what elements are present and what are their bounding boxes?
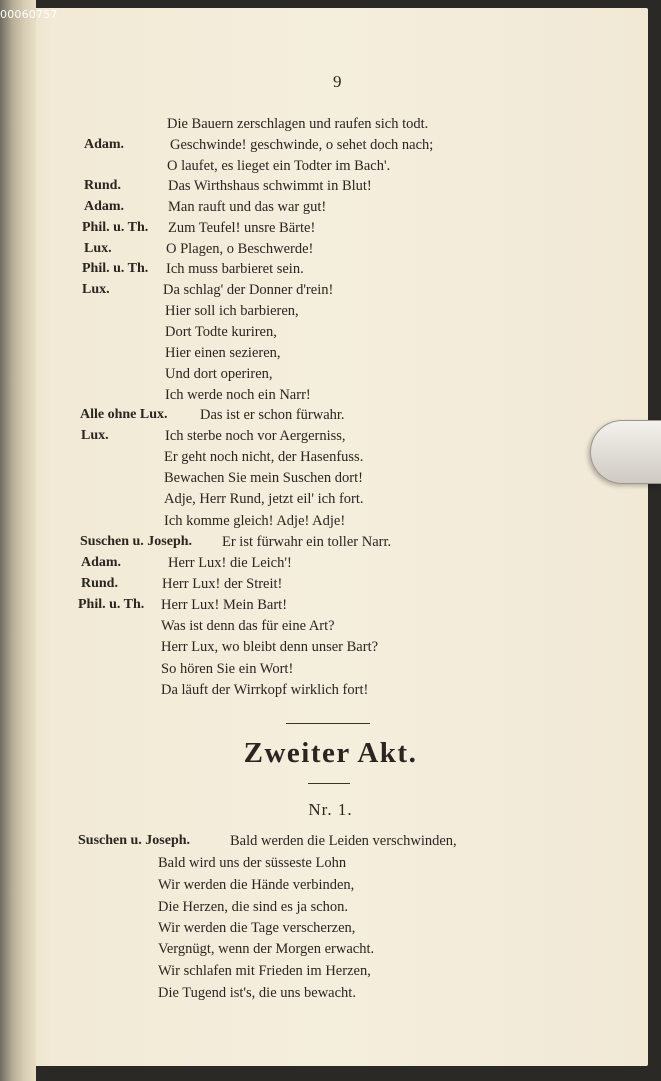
dialogue-text: Bewachen Sie mein Suschen dort! [164,470,363,486]
scan-id-label: 00060757 [0,8,58,21]
dialogue-text: Hier soll ich barbieren, [165,303,299,319]
dialogue-text: Das ist er schon fürwahr. [200,407,345,423]
dialogue-text: Ich werde noch ein Narr! [165,387,311,403]
dialogue-text: Da schlag' der Donner d'rein! [163,282,334,298]
dialogue-text: Was ist denn das für eine Art? [161,618,335,634]
dialogue-text: Herr Lux, wo bleibt denn unser Bart? [161,639,379,655]
speaker-name: Phil. u. Th. [82,220,149,235]
dialogue-text: Vergnügt, wenn der Morgen erwacht. [158,941,375,957]
speaker-name: Rund. [81,576,118,591]
speaker-name: Alle ohne Lux. [80,407,168,422]
speaker-name: Suschen u. Joseph. [80,534,193,549]
speaker-name: Adam. [84,137,125,152]
dialogue-text: Adje, Herr Rund, jetzt eil' ich fort. [164,491,364,507]
dialogue-text: Ich sterbe noch vor Aergerniss, [165,428,346,444]
dialogue-text: Man rauft und das war gut! [168,199,327,215]
dialogue-text: Hier einen sezieren, [165,345,281,361]
bookmark-clip [590,420,661,484]
dialogue-text: O laufet, es lieget ein Todter im Bach'. [167,158,391,174]
dialogue-text: Und dort operiren, [165,366,273,382]
dialogue-text: Er ist fürwahr ein toller Narr. [222,534,392,550]
dialogue-text: Wir werden die Hände verbinden, [158,877,355,893]
speaker-name: Phil. u. Th. [78,597,145,612]
dialogue-text: O Plagen, o Beschwerde! [166,241,314,257]
dialogue-text: Herr Lux! Mein Bart! [161,597,288,613]
act-title: Zweiter Akt. [243,737,418,769]
speaker-name: Rund. [84,178,121,193]
dialogue-text: Die Tugend ist's, die uns bewacht. [158,985,356,1001]
dialogue-text: Er geht noch nicht, der Hasenfuss. [164,449,364,465]
dialogue-text: Die Bauern zerschlagen und raufen sich todt. [167,116,429,132]
dialogue-text: Bald wird uns der süsseste Lohn [158,855,347,871]
dialogue-text: Herr Lux! der Streit! [162,576,283,592]
speaker-name: Adam. [81,555,122,570]
dialogue-text: Wir werden die Tage verscherzen, [158,920,356,936]
dialogue-text: Zum Teufel! unsre Bärte! [168,220,316,236]
dialogue-text: Das Wirthshaus schwimmt in Blut! [168,178,372,194]
page-number: 9 [333,72,342,91]
dialogue-text: Ich komme gleich! Adje! Adje! [164,513,346,529]
dialogue-text: Da läuft der Wirrkopf wirklich fort! [161,682,369,698]
speaker-name: Lux. [84,241,112,256]
number-heading: Nr. 1. [308,800,353,819]
dialogue-text: Die Herzen, die sind es ja schon. [158,899,349,915]
dialogue-text: Wir schlafen mit Frieden im Herzen, [158,963,371,979]
speaker-name: Suschen u. Joseph. [78,833,191,848]
dialogue-text: Herr Lux! die Leich'! [168,555,292,571]
dialogue-text: Geschwinde! geschwinde, o sehet doch nach; [170,137,434,153]
dialogue-text: So hören Sie ein Wort! [161,661,294,677]
divider-bottom [308,783,350,784]
speaker-name: Lux. [81,428,109,443]
speaker-name: Phil. u. Th. [82,261,149,276]
dialogue-text: Dort Todte kuriren, [165,324,277,340]
speaker-name: Lux. [82,282,110,297]
dialogue-text: Ich muss barbieret sein. [166,261,304,277]
speaker-name: Adam. [84,199,125,214]
dialogue-text: Bald werden die Leiden verschwinden, [230,833,457,849]
divider-top [286,723,370,724]
